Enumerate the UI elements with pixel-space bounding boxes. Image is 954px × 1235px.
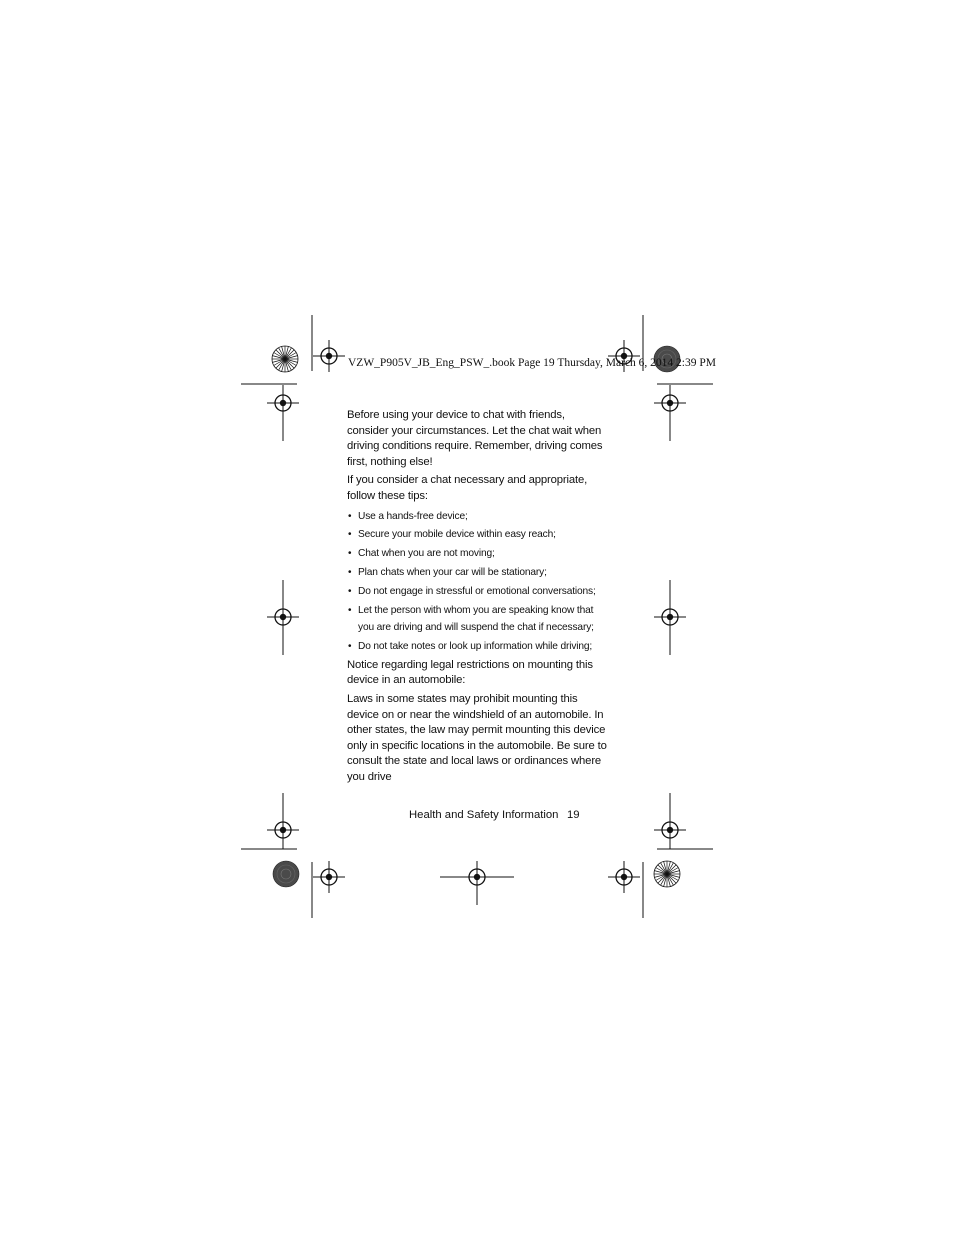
page-body bbox=[347, 408, 609, 789]
bullet-icon: • bbox=[348, 566, 352, 578]
list-item: • Plan chats when your car will be stationary; bbox=[347, 564, 609, 581]
section-title: Health and Safety Information bbox=[409, 809, 559, 821]
list-item: • Chat when you are not moving; bbox=[347, 545, 609, 562]
intro-paragraph: Before using your device to chat with friends, consider your circumstances. Let the chat wait when driving conditions require. Remember, driving comes first, nothing else! bbox=[347, 409, 603, 468]
laws-paragraph: Laws in some states may prohibit mounting this device on or near the windshield of an automobile. In other states, the law may permit mounting this device only in specific locations in the automobile. Be sure to consult the state and local laws or ordinances where you drive bbox=[347, 692, 607, 783]
bullet-icon: • bbox=[348, 529, 352, 541]
list-item: • Let the person with whom you are speaking know that you are driving and will suspend the chat if necessary; bbox=[347, 602, 609, 636]
chat-tips-list bbox=[347, 508, 609, 655]
tips-lead-paragraph: If you consider a chat necessary and appropriate, follow these tips: bbox=[347, 474, 588, 502]
bullet-icon: • bbox=[348, 640, 352, 652]
list-item: • Use a hands-free device; bbox=[347, 508, 609, 525]
list-item: • Do not take notes or look up information while driving; bbox=[347, 638, 609, 655]
bullet-icon: • bbox=[348, 510, 352, 522]
notice-paragraph: Notice regarding legal restrictions on mounting this device in an automobile: bbox=[347, 658, 593, 687]
list-item: • Secure your mobile device within easy reach; bbox=[347, 526, 609, 543]
page-footer bbox=[409, 807, 609, 823]
bullet-icon: • bbox=[348, 585, 352, 597]
list-item: • Do not engage in stressful or emotional conversations; bbox=[347, 583, 609, 600]
page-number: 19 bbox=[567, 809, 580, 821]
print-slug-line: VZW_P905V_JB_Eng_PSW_.book Page 19 Thursday, March 6, 2014 2:39 PM bbox=[348, 357, 716, 369]
bullet-icon: • bbox=[348, 548, 352, 560]
bullet-icon: • bbox=[348, 604, 352, 616]
